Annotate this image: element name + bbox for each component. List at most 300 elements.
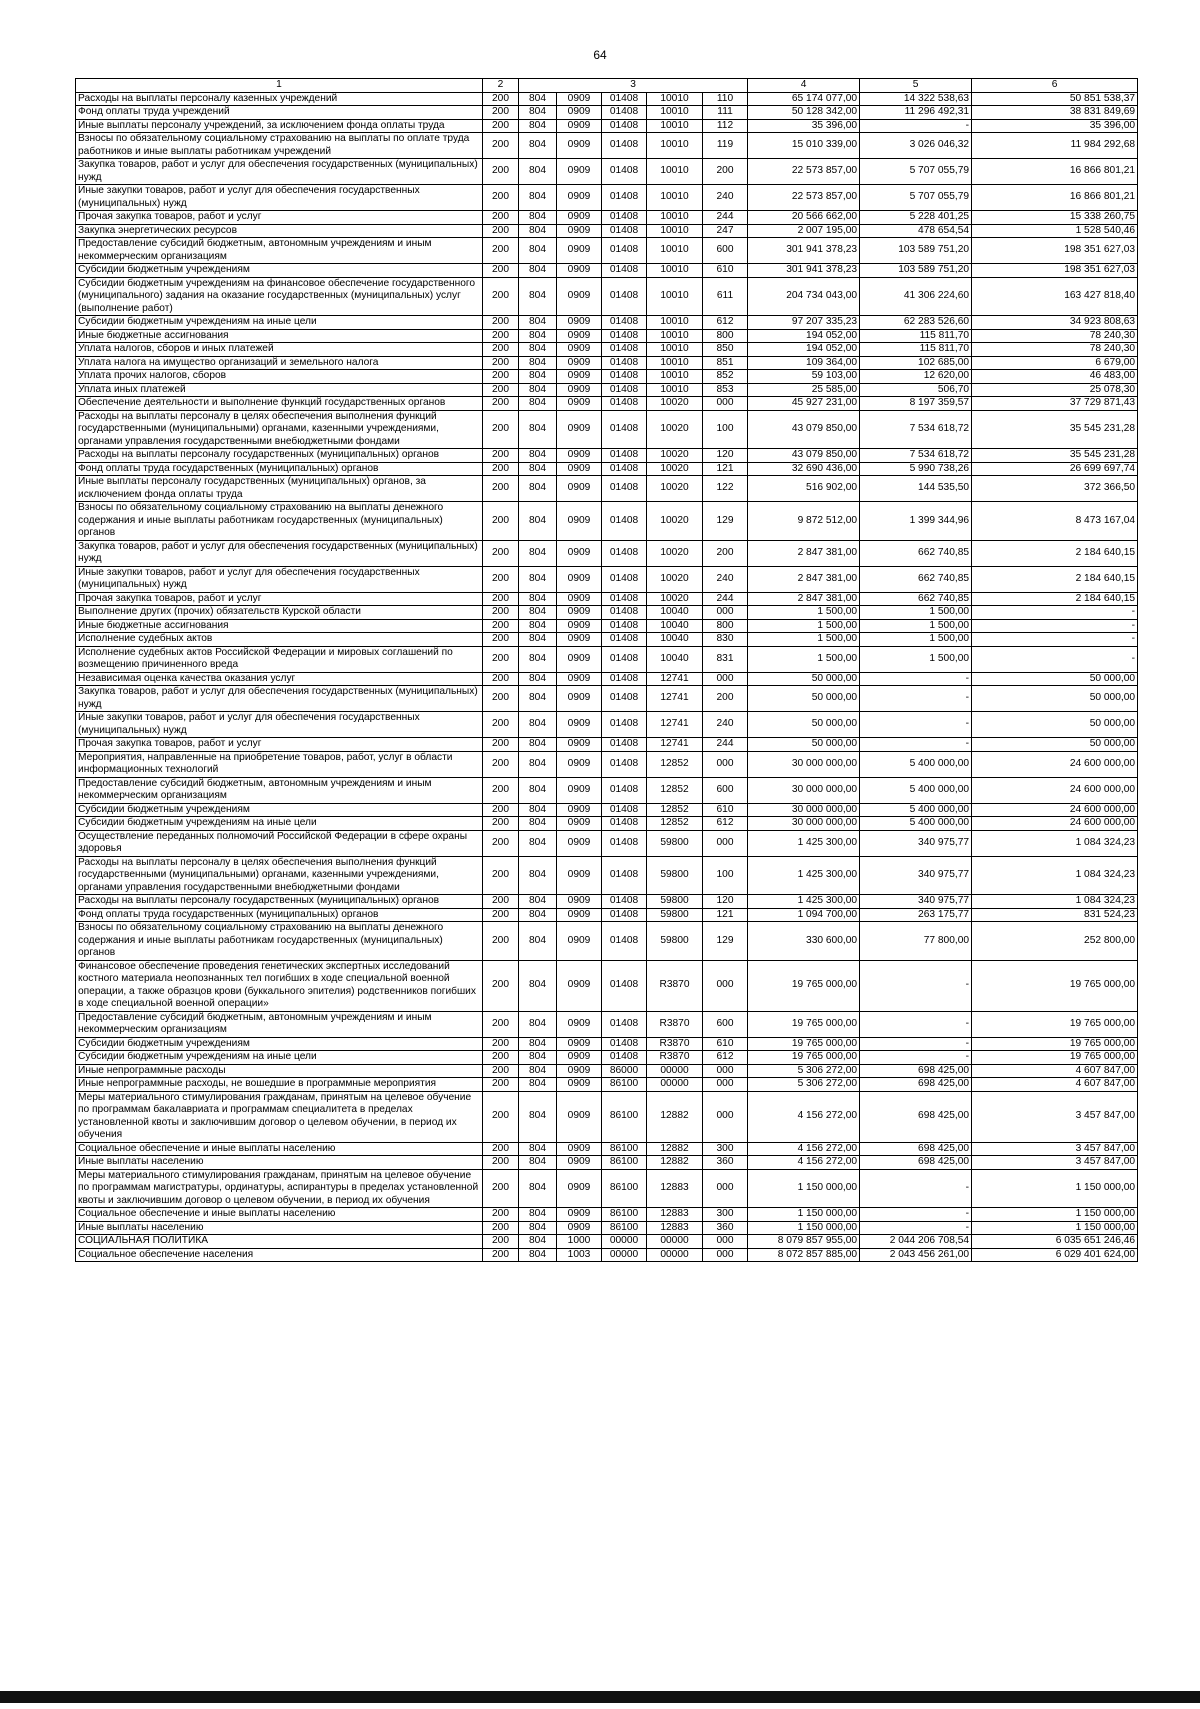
code-cell: 804 — [519, 895, 557, 909]
amount-cell: 1 425 300,00 — [748, 830, 860, 856]
table-row — [76, 738, 1138, 752]
code-cell: 804 — [519, 751, 557, 777]
code-cell: 200 — [483, 830, 519, 856]
code-cell: 01408 — [602, 106, 647, 120]
code-cell: 12741 — [647, 738, 703, 752]
amount-cell: 103 589 751,20 — [860, 264, 972, 278]
code-cell: 804 — [519, 1221, 557, 1235]
code-cell: 01408 — [602, 462, 647, 476]
code-cell: 0909 — [557, 343, 602, 357]
row-name-cell: Иные бюджетные ассигнования — [76, 329, 483, 343]
code-cell: 0909 — [557, 1078, 602, 1092]
code-cell: 121 — [703, 908, 748, 922]
amount-cell: 65 174 077,00 — [748, 92, 860, 106]
code-cell: 804 — [519, 1051, 557, 1065]
table-row — [76, 462, 1138, 476]
table-row — [76, 185, 1138, 211]
code-cell: 804 — [519, 159, 557, 185]
table-row — [76, 1091, 1138, 1142]
code-cell: 804 — [519, 410, 557, 449]
amount-cell: 662 740,85 — [860, 592, 972, 606]
code-cell: 200 — [703, 159, 748, 185]
code-cell: 10010 — [647, 211, 703, 225]
code-cell: 01408 — [602, 277, 647, 316]
amount-cell: 2 184 640,15 — [972, 592, 1138, 606]
amount-cell: 6 029 401 624,00 — [972, 1248, 1138, 1262]
code-cell: 804 — [519, 1156, 557, 1170]
amount-cell: 41 306 224,60 — [860, 277, 972, 316]
code-cell: 01408 — [602, 316, 647, 330]
amount-cell: - — [860, 738, 972, 752]
code-cell: 000 — [703, 397, 748, 411]
row-name-cell: Субсидии бюджетным учреждениям на иные цели — [76, 316, 483, 330]
code-cell: 0909 — [557, 356, 602, 370]
code-cell: 200 — [483, 960, 519, 1011]
code-cell: 804 — [519, 1208, 557, 1222]
code-cell: 804 — [519, 462, 557, 476]
code-cell: 01408 — [602, 410, 647, 449]
row-name-cell: Расходы на выплаты персоналу в целях обеспечения выполнения функций государственными (муниципальными) органами, казенными учреждениями, органами управления государственными внебюджетными фондами — [76, 856, 483, 895]
table-row — [76, 1037, 1138, 1051]
amount-cell: 516 902,00 — [748, 476, 860, 502]
code-cell: 12741 — [647, 712, 703, 738]
code-cell: R3870 — [647, 1011, 703, 1037]
code-cell: 200 — [483, 224, 519, 238]
code-cell: 0909 — [557, 540, 602, 566]
code-cell: 01408 — [602, 1037, 647, 1051]
amount-cell: 45 927 231,00 — [748, 397, 860, 411]
amount-cell: 698 425,00 — [860, 1156, 972, 1170]
code-cell: 10010 — [647, 316, 703, 330]
code-cell: 12852 — [647, 751, 703, 777]
code-cell: 804 — [519, 449, 557, 463]
table-row — [76, 540, 1138, 566]
row-name-cell: Предоставление субсидий бюджетным, автономным учреждениям и иным некоммерческим организациям — [76, 238, 483, 264]
code-cell: 01408 — [602, 751, 647, 777]
code-cell: 804 — [519, 1169, 557, 1208]
code-cell: 10020 — [647, 540, 703, 566]
code-cell: 200 — [483, 738, 519, 752]
budget-table — [75, 78, 1138, 1262]
row-name-cell: СОЦИАЛЬНАЯ ПОЛИТИКА — [76, 1235, 483, 1249]
row-name-cell: Взносы по обязательному социальному страхованию на выплаты денежного содержания и иные выплаты работникам государственных (муниципальных) органов — [76, 502, 483, 541]
code-cell: 0909 — [557, 370, 602, 384]
amount-cell: - — [860, 1169, 972, 1208]
code-cell: 804 — [519, 672, 557, 686]
amount-cell: 330 600,00 — [748, 922, 860, 961]
header-cell: 4 — [748, 79, 860, 93]
amount-cell: 198 351 627,03 — [972, 238, 1138, 264]
row-name-cell: Меры материального стимулирования гражданам, принятым на целевое обучение по программам магистратуры, ординатуры, аспирантуры в пределах установленной квоты и заключившим договор о целевом обучении, в период их обучения — [76, 1169, 483, 1208]
amount-cell: 16 866 801,21 — [972, 159, 1138, 185]
code-cell: 0909 — [557, 502, 602, 541]
code-cell: 804 — [519, 476, 557, 502]
amount-cell: 59 103,00 — [748, 370, 860, 384]
code-cell: 804 — [519, 712, 557, 738]
amount-cell: 144 535,50 — [860, 476, 972, 502]
table-row — [76, 895, 1138, 909]
code-cell: 119 — [703, 133, 748, 159]
code-cell: 200 — [483, 119, 519, 133]
code-cell: 0909 — [557, 817, 602, 831]
row-name-cell: Субсидии бюджетным учреждениям — [76, 803, 483, 817]
table-row — [76, 370, 1138, 384]
code-cell: 600 — [703, 777, 748, 803]
code-cell: 610 — [703, 1037, 748, 1051]
code-cell: R3870 — [647, 960, 703, 1011]
code-cell: 200 — [483, 712, 519, 738]
table-row — [76, 1248, 1138, 1262]
code-cell: 01408 — [602, 686, 647, 712]
code-cell: 10010 — [647, 133, 703, 159]
code-cell: 0909 — [557, 410, 602, 449]
amount-cell: 35 396,00 — [748, 119, 860, 133]
code-cell: 0909 — [557, 119, 602, 133]
row-name-cell: Закупка энергетических ресурсов — [76, 224, 483, 238]
row-name-cell: Меры материального стимулирования гражданам, принятым на целевое обучение по программам бакалавриата и программам специалитета в пределах установленной квоты и заключившим договор о целевом обучении, в период их обучения — [76, 1091, 483, 1142]
row-name-cell: Финансовое обеспечение проведения генетических экспертных исследований костного материала неопознанных тел погибших в ходе специальной военной операции, а также образцов крови (буккального эпителия) родственников погибших в ходе специальной военной операции» — [76, 960, 483, 1011]
amount-cell: - — [860, 686, 972, 712]
table-row — [76, 606, 1138, 620]
code-cell: 200 — [483, 751, 519, 777]
code-cell: 0909 — [557, 592, 602, 606]
amount-cell: 15 338 260,75 — [972, 211, 1138, 225]
amount-cell: 3 026 046,32 — [860, 133, 972, 159]
code-cell: 804 — [519, 356, 557, 370]
code-cell: 804 — [519, 817, 557, 831]
row-name-cell: Исполнение судебных актов Российской Федерации и мировых соглашений по возмещению причиненного вреда — [76, 646, 483, 672]
code-cell: 200 — [483, 606, 519, 620]
code-cell: 804 — [519, 370, 557, 384]
code-cell: 0909 — [557, 633, 602, 647]
amount-cell: 97 207 335,23 — [748, 316, 860, 330]
code-cell: 86100 — [602, 1078, 647, 1092]
code-cell: 0909 — [557, 211, 602, 225]
code-cell: 200 — [483, 1221, 519, 1235]
code-cell: 0909 — [557, 316, 602, 330]
amount-cell: 62 283 526,60 — [860, 316, 972, 330]
code-cell: 01408 — [602, 370, 647, 384]
header-cell: 3 — [519, 79, 748, 93]
table-row — [76, 343, 1138, 357]
code-cell: 10010 — [647, 383, 703, 397]
code-cell: 10020 — [647, 566, 703, 592]
code-cell: 0909 — [557, 133, 602, 159]
amount-cell: 43 079 850,00 — [748, 410, 860, 449]
code-cell: 10020 — [647, 592, 703, 606]
code-cell: 0909 — [557, 646, 602, 672]
amount-cell: 24 600 000,00 — [972, 777, 1138, 803]
code-cell: 600 — [703, 238, 748, 264]
code-cell: 0909 — [557, 1011, 602, 1037]
code-cell: 300 — [703, 1142, 748, 1156]
row-name-cell: Расходы на выплаты персоналу государственных (муниципальных) органов — [76, 895, 483, 909]
table-row — [76, 1208, 1138, 1222]
code-cell: 12882 — [647, 1142, 703, 1156]
table-row — [76, 106, 1138, 120]
code-cell: 244 — [703, 738, 748, 752]
row-name-cell: Субсидии бюджетным учреждениям — [76, 264, 483, 278]
code-cell: 200 — [483, 449, 519, 463]
code-cell: 0909 — [557, 566, 602, 592]
code-cell: 00000 — [647, 1235, 703, 1249]
table-row — [76, 449, 1138, 463]
code-cell: 804 — [519, 908, 557, 922]
code-cell: 120 — [703, 449, 748, 463]
code-cell: 86000 — [602, 1064, 647, 1078]
code-cell: 200 — [483, 133, 519, 159]
code-cell: 59800 — [647, 908, 703, 922]
row-name-cell: Расходы на выплаты персоналу казенных учреждений — [76, 92, 483, 106]
code-cell: 200 — [483, 159, 519, 185]
amount-cell: 19 765 000,00 — [972, 960, 1138, 1011]
code-cell: 0909 — [557, 803, 602, 817]
amount-cell: 50 000,00 — [748, 686, 860, 712]
code-cell: 200 — [703, 686, 748, 712]
table-row — [76, 329, 1138, 343]
amount-cell: 19 765 000,00 — [972, 1011, 1138, 1037]
code-cell: 244 — [703, 592, 748, 606]
amount-cell: 30 000 000,00 — [748, 817, 860, 831]
table-row — [76, 1142, 1138, 1156]
amount-cell: 5 400 000,00 — [860, 803, 972, 817]
table-row — [76, 277, 1138, 316]
amount-cell: 50 000,00 — [748, 712, 860, 738]
code-cell: 200 — [483, 1064, 519, 1078]
code-cell: 86100 — [602, 1091, 647, 1142]
table-row — [76, 159, 1138, 185]
row-name-cell: Мероприятия, направленные на приобретение товаров, работ, услуг в области информационных технологий — [76, 751, 483, 777]
amount-cell: 831 524,23 — [972, 908, 1138, 922]
amount-cell: 50 000,00 — [972, 712, 1138, 738]
code-cell: 830 — [703, 633, 748, 647]
code-cell: 000 — [703, 606, 748, 620]
code-cell: 01408 — [602, 211, 647, 225]
code-cell: 804 — [519, 540, 557, 566]
table-row — [76, 1156, 1138, 1170]
code-cell: 200 — [483, 383, 519, 397]
amount-cell: - — [972, 646, 1138, 672]
table-row — [76, 476, 1138, 502]
amount-cell: 8 197 359,57 — [860, 397, 972, 411]
code-cell: 804 — [519, 397, 557, 411]
code-cell: 200 — [483, 619, 519, 633]
code-cell: 610 — [703, 264, 748, 278]
code-cell: 10010 — [647, 329, 703, 343]
row-name-cell: Прочая закупка товаров, работ и услуг — [76, 738, 483, 752]
code-cell: 804 — [519, 1011, 557, 1037]
code-cell: 10010 — [647, 277, 703, 316]
code-cell: 200 — [483, 592, 519, 606]
scan-edge-band — [0, 1691, 1200, 1703]
code-cell: 01408 — [602, 738, 647, 752]
amount-cell: 50 851 538,37 — [972, 92, 1138, 106]
code-cell: 200 — [483, 633, 519, 647]
table-row — [76, 119, 1138, 133]
code-cell: 804 — [519, 619, 557, 633]
code-cell: 200 — [483, 908, 519, 922]
amount-cell: 43 079 850,00 — [748, 449, 860, 463]
code-cell: 200 — [483, 502, 519, 541]
amount-cell: 50 000,00 — [748, 738, 860, 752]
amount-cell: 115 811,70 — [860, 329, 972, 343]
code-cell: 804 — [519, 922, 557, 961]
amount-cell: - — [972, 633, 1138, 647]
amount-cell: - — [860, 1221, 972, 1235]
code-cell: 247 — [703, 224, 748, 238]
amount-cell: 46 483,00 — [972, 370, 1138, 384]
table-row — [76, 238, 1138, 264]
row-name-cell: Иные закупки товаров, работ и услуг для обеспечения государственных (муниципальных) нужд — [76, 566, 483, 592]
amount-cell: 4 156 272,00 — [748, 1142, 860, 1156]
table-row — [76, 397, 1138, 411]
code-cell: 01408 — [602, 606, 647, 620]
code-cell: 000 — [703, 1169, 748, 1208]
amount-cell: 1 500,00 — [748, 633, 860, 647]
code-cell: 01408 — [602, 817, 647, 831]
row-name-cell: Уплата налога на имущество организаций и земельного налога — [76, 356, 483, 370]
amount-cell: 1 084 324,23 — [972, 856, 1138, 895]
code-cell: 0909 — [557, 712, 602, 738]
code-cell: 851 — [703, 356, 748, 370]
code-cell: 10040 — [647, 646, 703, 672]
code-cell: 112 — [703, 119, 748, 133]
row-name-cell: Осуществление переданных полномочий Российской Федерации в сфере охраны здоровья — [76, 830, 483, 856]
row-name-cell: Иные закупки товаров, работ и услуг для обеспечения государственных (муниципальных) нужд — [76, 712, 483, 738]
code-cell: 200 — [483, 238, 519, 264]
code-cell: 12882 — [647, 1156, 703, 1170]
code-cell: 129 — [703, 922, 748, 961]
code-cell: 000 — [703, 960, 748, 1011]
code-cell: 00000 — [647, 1078, 703, 1092]
code-cell: 850 — [703, 343, 748, 357]
code-cell: 200 — [483, 1011, 519, 1037]
row-name-cell: Социальное обеспечение и иные выплаты населению — [76, 1208, 483, 1222]
amount-cell: 1 500,00 — [860, 619, 972, 633]
code-cell: 01408 — [602, 960, 647, 1011]
code-cell: 804 — [519, 566, 557, 592]
row-name-cell: Иные выплаты персоналу учреждений, за исключением фонда оплаты труда — [76, 119, 483, 133]
code-cell: 200 — [483, 92, 519, 106]
amount-cell: 1 084 324,23 — [972, 895, 1138, 909]
row-name-cell: Выполнение других (прочих) обязательств Курской области — [76, 606, 483, 620]
table-row — [76, 1221, 1138, 1235]
code-cell: 0909 — [557, 922, 602, 961]
amount-cell: 2 043 456 261,00 — [860, 1248, 972, 1262]
code-cell: 01408 — [602, 922, 647, 961]
code-cell: 804 — [519, 592, 557, 606]
code-cell: 01408 — [602, 1011, 647, 1037]
table-row — [76, 1169, 1138, 1208]
code-cell: 804 — [519, 185, 557, 211]
amount-cell: 1 150 000,00 — [748, 1169, 860, 1208]
amount-cell: 9 872 512,00 — [748, 502, 860, 541]
amount-cell: 19 765 000,00 — [972, 1051, 1138, 1065]
code-cell: 804 — [519, 960, 557, 1011]
code-cell: 200 — [483, 410, 519, 449]
amount-cell: 1 425 300,00 — [748, 856, 860, 895]
table-row — [76, 960, 1138, 1011]
code-cell: 01408 — [602, 592, 647, 606]
code-cell: 01408 — [602, 803, 647, 817]
amount-cell: 25 078,30 — [972, 383, 1138, 397]
amount-cell: 1 500,00 — [748, 646, 860, 672]
code-cell: 0909 — [557, 895, 602, 909]
row-name-cell: Уплата прочих налогов, сборов — [76, 370, 483, 384]
code-cell: 0909 — [557, 1091, 602, 1142]
code-cell: 200 — [483, 343, 519, 357]
amount-cell: 2 184 640,15 — [972, 540, 1138, 566]
table-row — [76, 817, 1138, 831]
code-cell: 0909 — [557, 1208, 602, 1222]
table-row — [76, 1064, 1138, 1078]
code-cell: 0909 — [557, 1169, 602, 1208]
code-cell: 200 — [483, 777, 519, 803]
code-cell: 01408 — [602, 185, 647, 211]
amount-cell: 50 128 342,00 — [748, 106, 860, 120]
amount-cell: - — [860, 1051, 972, 1065]
amount-cell: 6 035 651 246,46 — [972, 1235, 1138, 1249]
code-cell: 804 — [519, 119, 557, 133]
code-cell: 10040 — [647, 619, 703, 633]
row-name-cell: Взносы по обязательному социальному страхованию на выплаты по оплате труда работников и иные выплаты работникам учреждений — [76, 133, 483, 159]
amount-cell: - — [860, 1208, 972, 1222]
code-cell: 360 — [703, 1156, 748, 1170]
code-cell: 12883 — [647, 1208, 703, 1222]
code-cell: 10020 — [647, 410, 703, 449]
amount-cell: 50 000,00 — [972, 738, 1138, 752]
amount-cell: 3 457 847,00 — [972, 1142, 1138, 1156]
code-cell: 0909 — [557, 397, 602, 411]
header-cell: 1 — [76, 79, 483, 93]
code-cell: 804 — [519, 830, 557, 856]
amount-cell: 7 534 618,72 — [860, 410, 972, 449]
amount-cell: - — [972, 606, 1138, 620]
amount-cell: 78 240,30 — [972, 343, 1138, 357]
code-cell: 86100 — [602, 1156, 647, 1170]
row-name-cell: Предоставление субсидий бюджетным, автономным учреждениям и иным некоммерческим организациям — [76, 777, 483, 803]
code-cell: 110 — [703, 92, 748, 106]
amount-cell: 109 364,00 — [748, 356, 860, 370]
amount-cell: 2 184 640,15 — [972, 566, 1138, 592]
code-cell: 804 — [519, 502, 557, 541]
header-cell: 5 — [860, 79, 972, 93]
code-cell: 01408 — [602, 133, 647, 159]
code-cell: 200 — [483, 316, 519, 330]
code-cell: 1000 — [557, 1235, 602, 1249]
amount-cell: 1 150 000,00 — [748, 1208, 860, 1222]
code-cell: 200 — [483, 1037, 519, 1051]
code-cell: 200 — [483, 1051, 519, 1065]
amount-cell: 8 072 857 885,00 — [748, 1248, 860, 1262]
amount-cell: 22 573 857,00 — [748, 185, 860, 211]
code-cell: 01408 — [602, 238, 647, 264]
code-cell: 10020 — [647, 462, 703, 476]
code-cell: 01408 — [602, 619, 647, 633]
code-cell: 120 — [703, 895, 748, 909]
code-cell: 0909 — [557, 1037, 602, 1051]
code-cell: 240 — [703, 566, 748, 592]
table-row — [76, 908, 1138, 922]
code-cell: 12883 — [647, 1221, 703, 1235]
amount-cell: 698 425,00 — [860, 1064, 972, 1078]
amount-cell: 340 975,77 — [860, 830, 972, 856]
code-cell: 200 — [483, 1142, 519, 1156]
amount-cell: 2 847 381,00 — [748, 592, 860, 606]
code-cell: 01408 — [602, 830, 647, 856]
code-cell: 01408 — [602, 476, 647, 502]
code-cell: 10010 — [647, 185, 703, 211]
